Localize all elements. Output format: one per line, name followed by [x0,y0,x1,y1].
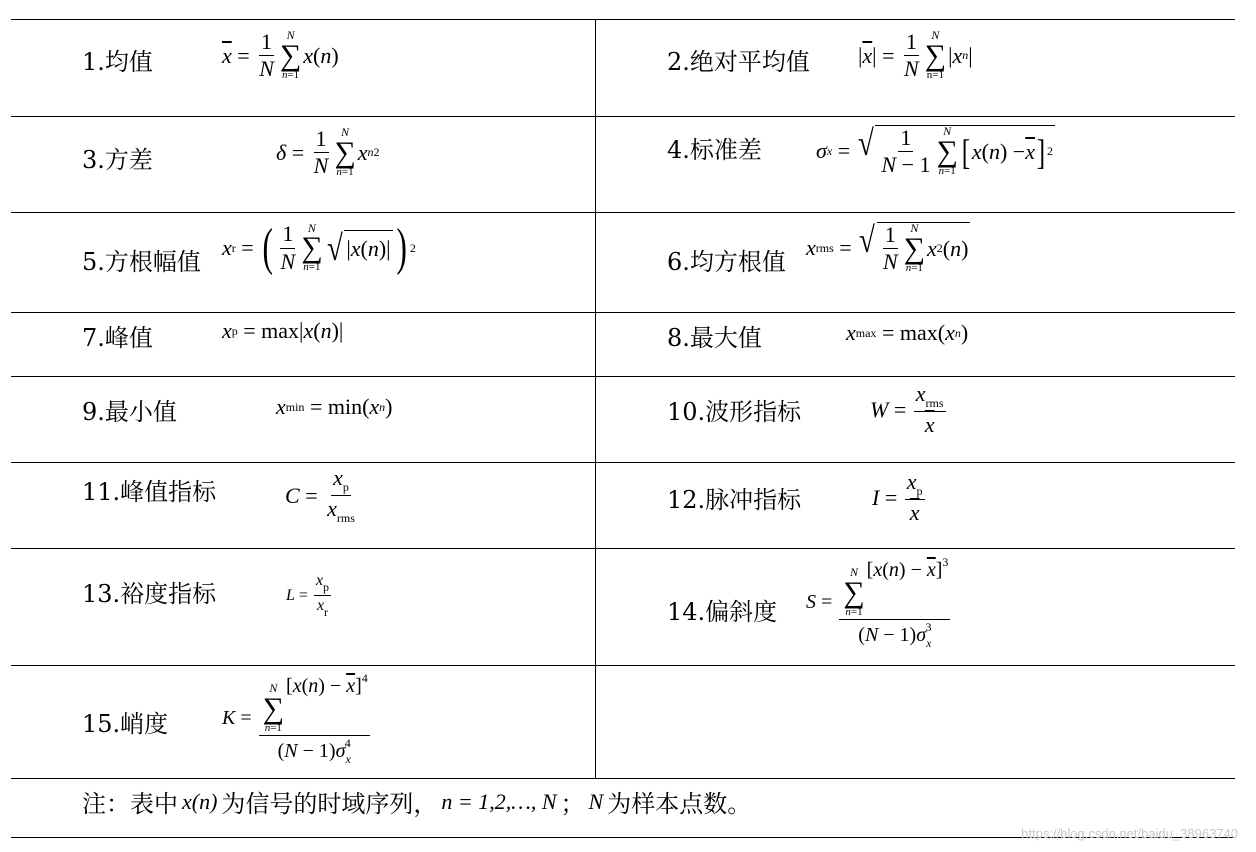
footnote-n-range: n = 1,2,…, N [441,788,557,814]
footnote-suffix: 为样本点数。 [607,790,752,818]
table-rule-7 [11,665,1235,666]
table-rule-3 [11,312,1235,313]
item-label-variance: 3.方差 [82,146,153,174]
table-rule-4 [11,376,1235,377]
item-label-std: 4.标准差 [667,136,762,164]
table-rule-1 [11,116,1235,117]
table-column-divider [595,19,596,778]
formula-max: x max = max( x n ) [846,320,969,345]
formula-rms: x rms = √ $\frac{1}{N}$ N ∑ n=1 x 2 ( n ) [806,220,969,275]
formula-crest-factor: C = $\frac{x_p}{x_{rms}}$ [285,465,355,526]
formula-std: σ x = √ $\frac{1}{N - 1}$ N ∑ n=1 [ x ( n ) − $\overline{x}$ ] 2 [816,123,1053,178]
table-footnote [82,784,751,819]
formula-abs-mean: | $\overline{x}$ | = $\frac{1}{N}$ N ∑ n=1 | x n | [858,28,973,82]
table-rule-2 [11,212,1235,213]
item-label-skewness: 14.偏斜度 [667,598,778,626]
formula-mean: $\overline{x}$ = $\frac{1}{N}$ N ∑ n=1 x ( n ) [222,28,339,82]
table-rule-8 [11,778,1235,779]
item-label-root-amplitude: 5.方根幅值 [82,248,201,276]
formula-variance: δ = $\frac{1}{N}$ N ∑ n=1 x n 2 [276,125,380,179]
item-label-impulse-index: 12.脉冲指标 [667,486,802,514]
footnote-sep: ； [560,790,585,818]
footnote-mid: 为信号的时域序列， [221,790,438,818]
formula-waveform-index: W = $\frac{x_{rms}}{x}$ [870,381,944,438]
item-label-mean: 1.均值 [82,48,153,76]
item-label-kurtosis: 15.峭度 [82,710,169,738]
formula-impulse-index: I = $\frac{x_p}{x}$ [872,469,923,526]
footnote-xn: x(n) [182,788,218,814]
item-label-margin-index: 13.裕度指标 [82,580,217,608]
footnote-prefix: 注：表中 [82,790,178,818]
footnote-N: N [588,788,604,814]
item-label-min: 9.最小值 [82,398,177,426]
formula-min: x min = min( x n ) [276,394,393,419]
watermark-url: https://blog.csdn.net/baidu_38963740 [1021,826,1238,841]
formula-peak: x p = max| x ( n )| [222,318,344,343]
formula-root-amplitude: x r = ( $\frac{1}{N}$ N ∑ n=1 √ | x ( n )| ) 2 [222,219,416,276]
table-rule-top [11,19,1235,20]
item-label-max: 8.最大值 [667,324,762,352]
formula-skewness: S = N ∑ n=1 $[x(n) - \overline{x}]^3$ $(N - 1)\sigma_x^3$ [806,555,949,650]
item-label-peak: 7.峰值 [82,324,153,352]
table-rule-5 [11,462,1235,463]
item-label-rms: 6.均方根值 [667,248,786,276]
item-label-abs-mean: 2.绝对平均值 [667,48,810,76]
formula-margin-index: L = $\frac{x_p}{x_r}$ [286,572,330,620]
formula-kurtosis: K = N ∑ n=1 $[x(n) - \overline{x}]^4$ $(N - 1)\sigma_x^4$ [222,671,368,766]
item-label-waveform-index: 10.波形指标 [667,398,802,426]
item-label-crest-factor: 11.峰值指标 [82,478,217,506]
table-rule-6 [11,548,1235,549]
